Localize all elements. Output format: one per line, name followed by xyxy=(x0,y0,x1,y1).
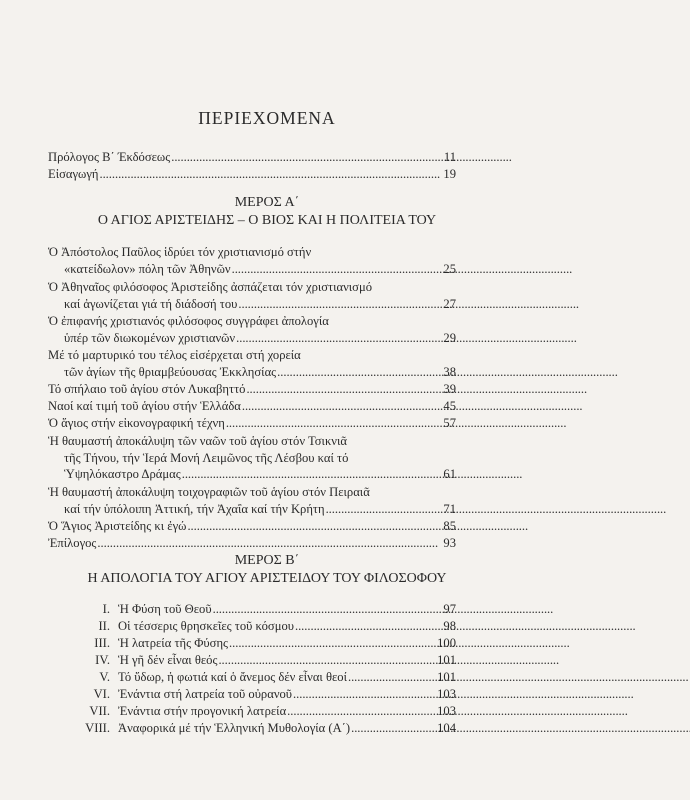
leader-dots xyxy=(226,415,443,432)
part-a-subheading: Ο ΑΓΙΟΣ ΑΡΙΣΤΕΙΔΗΣ – Ο ΒΙΟΣ ΚΑΙ Η ΠΟΛΙΤΕΙΑ ΤΟΥ xyxy=(97,213,437,228)
leader-dots xyxy=(229,635,436,652)
entry-page: 61 xyxy=(443,467,456,482)
leader-dots xyxy=(97,535,442,552)
toc-entry xyxy=(118,686,456,703)
entry-title: Ἡ γῆ δέν εἶναι θεός xyxy=(118,653,218,667)
entry-title: Ἡ λατρεία τῆς Φύσης xyxy=(118,636,229,650)
leader-dots xyxy=(171,149,443,166)
leader-dots xyxy=(99,166,442,183)
entry-page: 101 xyxy=(437,653,456,667)
entry-page: 11 xyxy=(443,150,456,164)
entry-title: Ἡ Φύση τοῦ Θεοῦ xyxy=(118,602,212,616)
leader-dots xyxy=(246,381,442,398)
entry-title: Εἰσαγωγή xyxy=(48,167,99,181)
leader-dots xyxy=(187,518,442,535)
leader-dots xyxy=(277,364,442,381)
entry-title-cont: καί τήν ὑπόλοιπη Ἀττική, τήν Ἀχαΐα καί τήν Κρήτη xyxy=(64,501,325,516)
entry-page: 85 xyxy=(443,519,456,533)
leader-dots xyxy=(351,720,436,737)
entry-title: Ναοί καί τιμή τοῦ ἁγίου στήν Ἑλλάδα xyxy=(48,399,241,413)
entry-page: 27 xyxy=(443,296,456,311)
toc-entry xyxy=(48,433,456,483)
entry-page: 97 xyxy=(443,602,456,616)
entry-page: 25 xyxy=(443,261,456,276)
leader-dots xyxy=(287,703,436,720)
chapter-number: III. xyxy=(94,636,110,650)
entry-page: 104 xyxy=(437,721,456,735)
entry-page: 45 xyxy=(443,399,456,413)
entry-title: Τό ὕδωρ, ἡ φωτιά καί ὁ ἄνεμος δέν εἶναι θεοί xyxy=(118,670,347,684)
entry-title: Ἡ θαυμαστή ἀποκάλυψη τῶν ναῶν τοῦ ἁγίου στόν Τσικνιᾶ xyxy=(48,434,347,448)
entry-page: 101 xyxy=(437,670,456,684)
leader-dots xyxy=(238,296,442,313)
toc-entry xyxy=(118,720,456,737)
leader-dots xyxy=(348,669,436,686)
entry-title: Ἐπίλογος xyxy=(48,536,97,550)
entry-title-cont: καί ἀγωνίζεται γιά τή διάδοσή του xyxy=(64,296,238,311)
leader-dots xyxy=(218,652,436,669)
entry-title: Τό σπήλαιο τοῦ ἁγίου στόν Λυκαβηττό xyxy=(48,382,246,396)
entry-title-cont: τῶν ἁγίων τῆς θριαμβεύουσας Ἐκκλησίας xyxy=(64,364,277,379)
chapter-number: VII. xyxy=(89,704,110,718)
toc-entry xyxy=(48,535,456,552)
toc-entry xyxy=(48,518,456,535)
entry-page: 93 xyxy=(443,536,456,550)
toc-entry xyxy=(118,618,456,635)
toc-entry xyxy=(48,347,456,380)
entry-page: 98 xyxy=(443,619,456,633)
toc-entry xyxy=(48,398,456,415)
entry-title: Οἱ τέσσερις θρησκεῖες τοῦ κόσμου xyxy=(118,619,294,633)
toc-entry xyxy=(48,313,456,346)
part-a-heading: ΜΕΡΟΣ Α΄ xyxy=(234,195,300,210)
chapter-number: I. xyxy=(102,602,110,616)
toc-entry xyxy=(48,149,456,166)
page-title: ΠΕΡΙΕΧΟΜΕΝΑ xyxy=(198,108,336,128)
entry-title-cont: Ὑψηλόκαστρο Δράμας xyxy=(64,467,181,482)
entry-title: Ἀναφορικά μέ τήν Ἑλληνική Μυθολογία (Α΄) xyxy=(118,721,351,735)
entry-title: Μέ τό μαρτυρικό του τέλος εἰσέρχεται στή χορεία xyxy=(48,348,301,362)
toc-entry xyxy=(118,601,456,618)
chapter-number: VI. xyxy=(93,687,110,701)
chapter-number: II. xyxy=(98,619,110,633)
leader-dots xyxy=(213,601,443,618)
entry-page: 103 xyxy=(437,704,456,718)
toc-entry xyxy=(118,703,456,720)
entry-title: Ὁ Ἅγιος Ἀριστείδης κι ἐγώ xyxy=(48,519,187,533)
part-b-heading: ΜΕΡΟΣ Β΄ xyxy=(234,553,300,568)
toc-entry xyxy=(118,652,456,669)
toc-entry xyxy=(48,279,456,312)
toc-entry xyxy=(48,484,456,517)
leader-dots xyxy=(242,398,443,415)
entry-page: 57 xyxy=(443,416,456,430)
entry-page: 19 xyxy=(443,167,456,181)
leader-dots xyxy=(295,618,442,635)
entry-title: Ὁ Ἀπόστολος Παῦλος ἱδρύει τόν χριστιανισμό στήν xyxy=(48,245,312,259)
entry-title: Ἡ θαυμαστή ἀποκάλυψη τοιχογραφιῶν τοῦ ἁγίου στόν Πειραιᾶ xyxy=(48,485,370,499)
toc-entry xyxy=(48,244,456,277)
toc-entry xyxy=(48,166,456,183)
entry-title: Ὁ Ἀθηναῖος φιλόσοφος Ἀριστείδης ἀσπάζεται τόν χριστιανισμό xyxy=(48,280,372,294)
leader-dots xyxy=(236,330,442,347)
entry-title: Ὁ ἐπιφανής χριστιανός φιλόσοφος συγγράφει ἀπολογία xyxy=(48,314,329,328)
part-b-subheading: Η ΑΠΟΛΟΓΙΑ ΤΟΥ ΑΓΙΟΥ ΑΡΙΣΤΕΙΔΟΥ ΤΟΥ ΦΙΛΟΣΟΦΟΥ xyxy=(87,571,447,586)
entry-page: 38 xyxy=(443,364,456,379)
entry-page: 100 xyxy=(437,636,456,650)
entry-title-cont: τῆς Τήνου, τήν Ἱερά Μονή Λειμῶνος τῆς Λέσβου καί τό xyxy=(64,450,349,465)
entry-title: Ὁ ἅγιος στήν εἰκονογραφική τέχνη xyxy=(48,416,225,430)
chapter-number: VIII. xyxy=(85,721,110,735)
entry-title: Ἐνάντια στήν προγονική λατρεία xyxy=(118,704,287,718)
leader-dots xyxy=(232,261,443,278)
toc-entry xyxy=(48,415,456,432)
entry-page: 71 xyxy=(443,501,456,516)
entry-page: 29 xyxy=(443,330,456,345)
entry-title-cont: «κατείδωλον» πόλη τῶν Ἀθηνῶν xyxy=(64,261,231,276)
entry-title: Ἐνάντια στή λατρεία τοῦ οὐρανοῦ xyxy=(118,687,293,701)
toc-entry xyxy=(48,381,456,398)
leader-dots xyxy=(326,501,443,518)
chapter-number: IV. xyxy=(95,653,110,667)
entry-page: 39 xyxy=(443,382,456,396)
entry-title: Πρόλογος Β΄ Έκδόσεως xyxy=(48,150,171,164)
entry-page: 103 xyxy=(437,687,456,701)
toc-entry xyxy=(118,669,456,686)
leader-dots xyxy=(182,466,443,483)
chapter-number: V. xyxy=(99,670,110,684)
toc-entry xyxy=(118,635,456,652)
entry-title-cont: ὑπέρ τῶν διωκομένων χριστιανῶν xyxy=(64,330,236,345)
leader-dots xyxy=(293,686,436,703)
